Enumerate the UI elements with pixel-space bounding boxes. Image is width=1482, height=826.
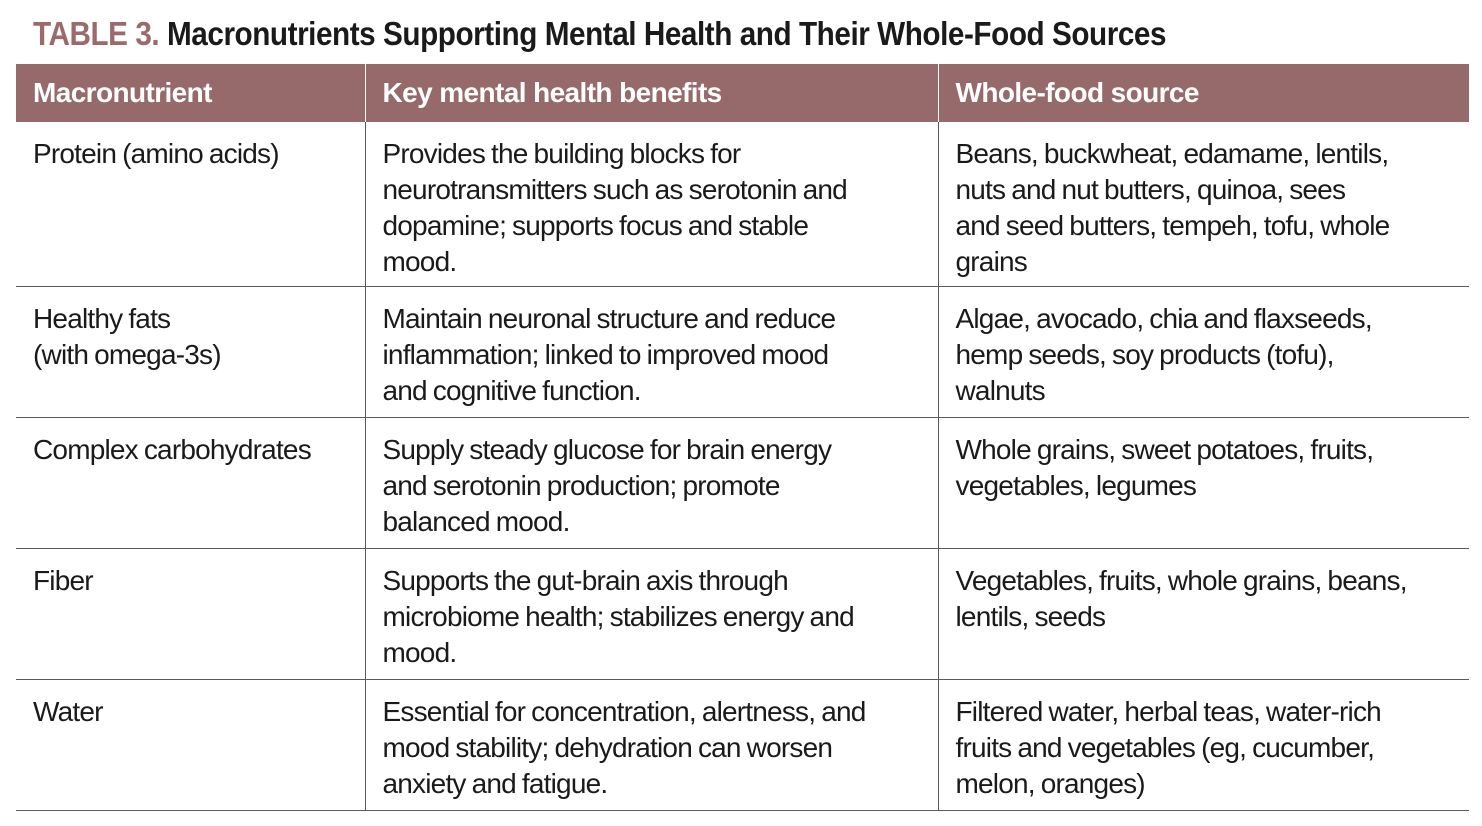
table-row [16, 549, 1469, 680]
sources-text: Algae, avocado, chia and flaxseeds, hemp seeds, soy products (tofu), walnuts [955, 303, 1372, 406]
macronutrient-cell [16, 680, 365, 811]
macronutrient-text: Fiber [33, 565, 93, 596]
sources-text: Beans, buckwheat, edamame, lentils, nuts and nut butters, quinoa, sees and seed butters, tempeh, tofu, whole grains [955, 138, 1390, 277]
sources-text: Filtered water, herbal teas, water-rich fruits and vegetables (eg, cucumber, melon, oranges) [955, 696, 1381, 799]
sources-cell [938, 549, 1469, 680]
table-header-row [16, 64, 1469, 122]
column-header-benefits: Key mental health benefits [365, 64, 938, 122]
benefits-text: Provides the building blocks for neurotransmitters such as serotonin and dopamine; supports focus and stable mood. [382, 138, 847, 277]
sources-cell [938, 122, 1469, 287]
benefits-cell [365, 680, 938, 811]
column-header-sources: Whole-food source [938, 64, 1469, 122]
macronutrient-cell [16, 122, 365, 287]
macronutrient-text: Healthy fats (with omega-3s) [33, 303, 221, 370]
table-number-label: TABLE 3. [33, 15, 160, 52]
macronutrient-text: Complex carbohydrates [33, 434, 311, 465]
table-title-text: Macronutrients Supporting Mental Health and Their Whole-Food Sources [167, 15, 1167, 52]
sources-cell [938, 680, 1469, 811]
sources-text: Vegetables, fruits, whole grains, beans, lentils, seeds [955, 565, 1407, 632]
column-header-macronutrient: Macronutrient [16, 64, 365, 122]
macronutrient-cell [16, 549, 365, 680]
benefits-cell [365, 287, 938, 418]
table-row [16, 122, 1469, 287]
benefits-text: Maintain neuronal structure and reduce inflammation; linked to improved mood and cognitive function. [382, 303, 836, 406]
benefits-cell [365, 122, 938, 287]
benefits-cell [365, 549, 938, 680]
sources-cell [938, 287, 1469, 418]
benefits-text: Essential for concentration, alertness, and mood stability; dehydration can worsen anxiety and fatigue. [382, 696, 866, 799]
benefits-text: Supports the gut-brain axis through microbiome health; stabilizes energy and mood. [382, 565, 854, 668]
table-title [33, 12, 1166, 56]
table-row [16, 287, 1469, 418]
sources-cell [938, 418, 1469, 549]
benefits-text: Supply steady glucose for brain energy and serotonin production; promote balanced mood. [382, 434, 832, 537]
table-row [16, 418, 1469, 549]
macronutrient-text: Protein (amino acids) [33, 138, 279, 169]
benefits-cell [365, 418, 938, 549]
macronutrients-table [16, 64, 1469, 811]
macronutrient-cell [16, 418, 365, 549]
table-row [16, 680, 1469, 811]
sources-text: Whole grains, sweet potatoes, fruits, vegetables, legumes [955, 434, 1374, 501]
macronutrient-cell [16, 287, 365, 418]
macronutrient-text: Water [33, 696, 103, 727]
